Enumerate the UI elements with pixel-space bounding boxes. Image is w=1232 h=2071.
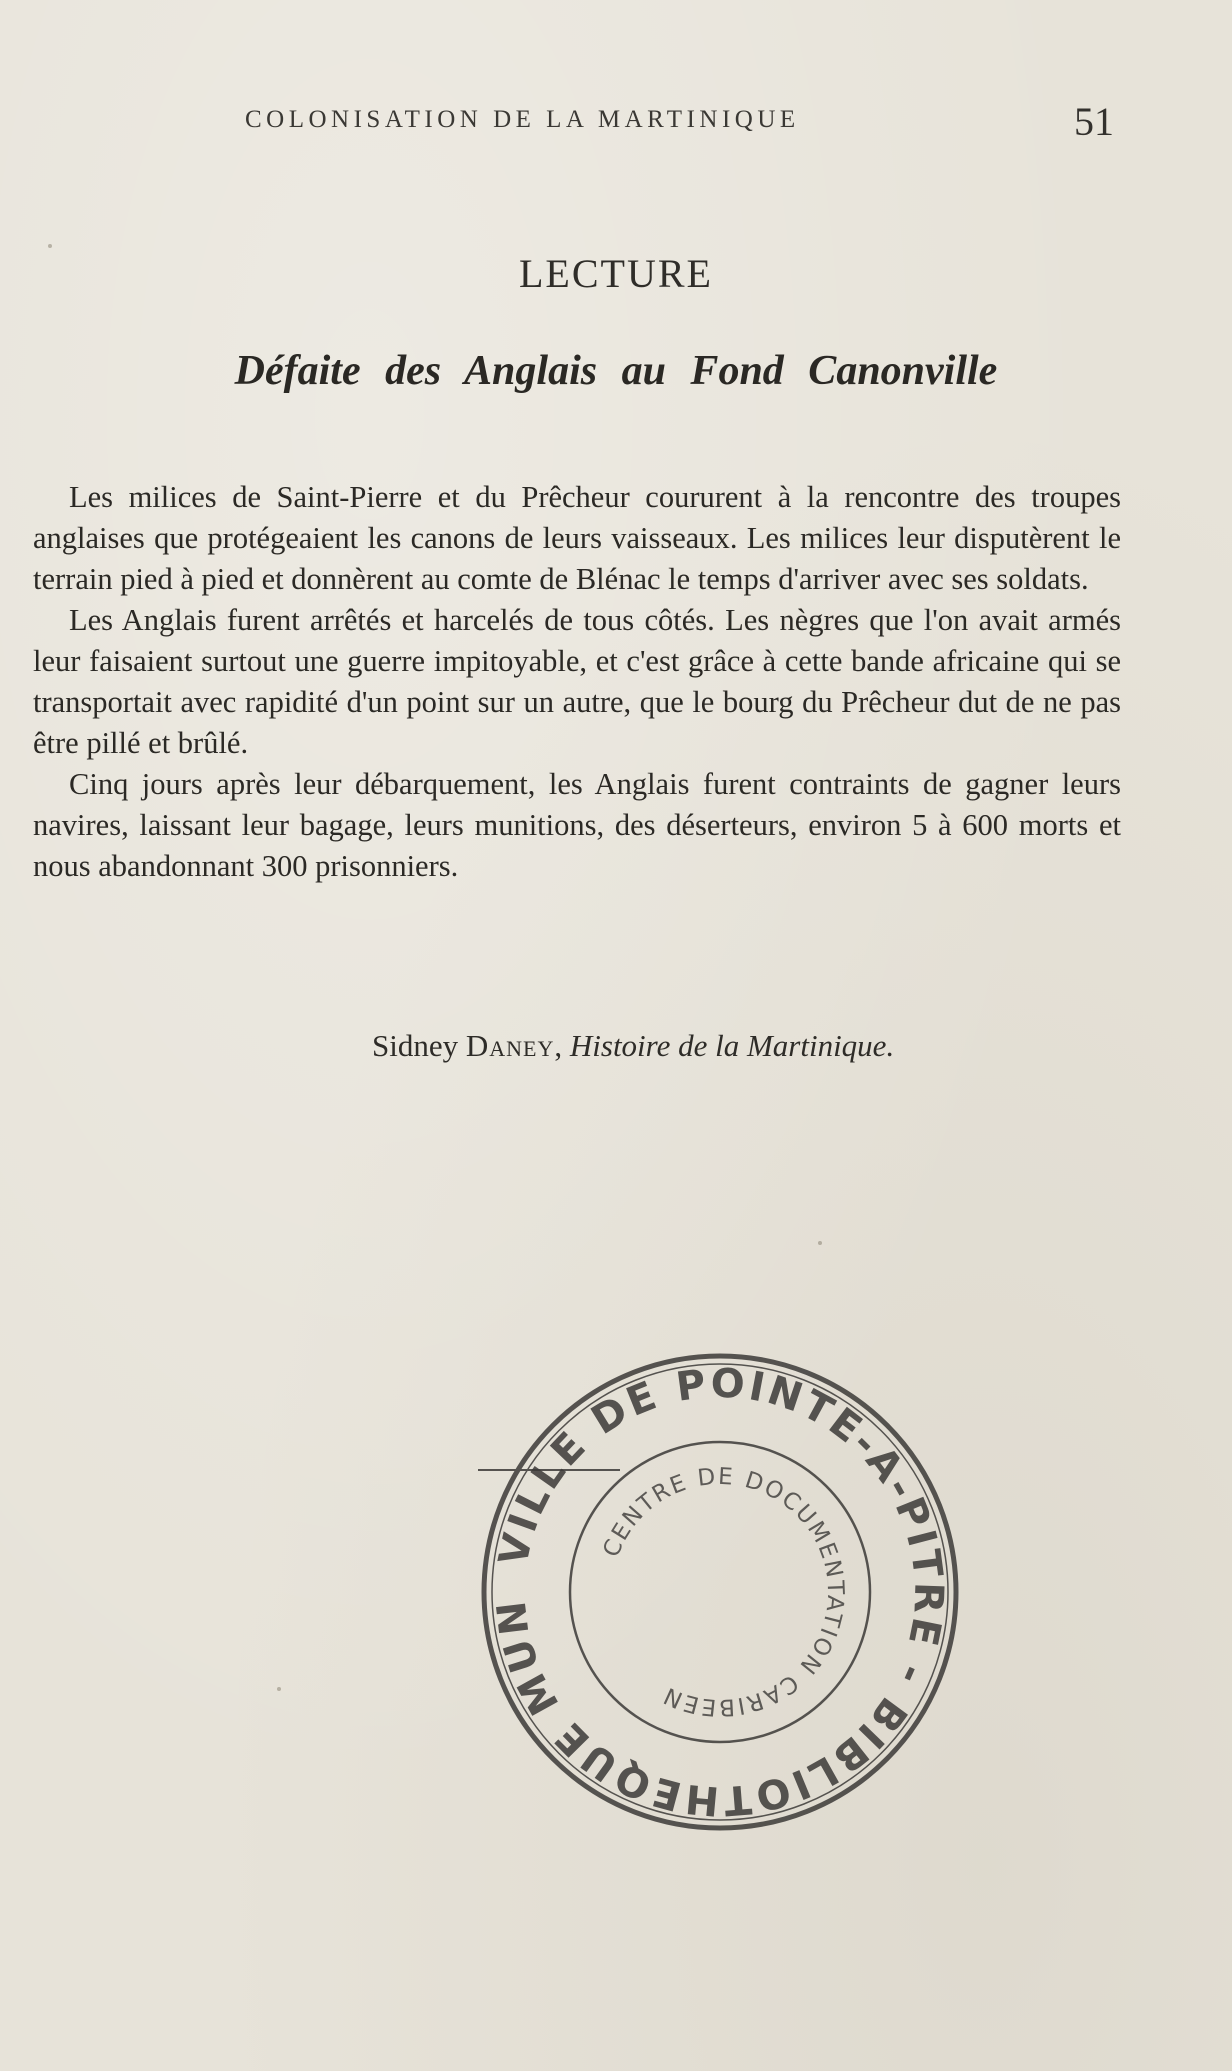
stamp-seal-icon	[470, 1342, 970, 1842]
running-header: COLONISATION DE LA MARTINIQUE	[245, 106, 800, 133]
citation-author-last: Daney	[465, 1028, 555, 1063]
paragraph-1: Les milices de Saint-Pierre et du Prêcheur coururent à la rencontre des troupes anglaises que protégeaient les canons de leurs vaisseaux. Les milices leur disputèrent le terrain pied à pied et donnèrent au comte de Blénac le temps d'arriver avec ses soldats.	[33, 480, 1121, 596]
paragraph-3: Cinq jours après leur débarquement, les Anglais furent contraints de gagner leurs navires, laissant leur bagage, leurs munitions, des déserteurs, environ 5 à 600 morts et nous abandonnant 300 prisonniers.	[33, 767, 1121, 883]
paper-speck	[818, 1241, 822, 1245]
section-title: LECTURE	[519, 251, 713, 296]
paper-speck	[48, 244, 52, 248]
library-stamp	[470, 1342, 970, 1842]
paragraph-2: Les Anglais furent arrêtés et harcelés de tous côtés. Les nègres que l'on avait armés leur faisaient surtout une guerre impitoyable, et c'est grâce à cette bande africaine qui se transportait avec rapidité d'un point sur un autre, que le bourg du Prêcheur dut de ne pas être pillé et brûlé.	[33, 603, 1121, 760]
reading-title: Défaite des Anglais au Fond Canonville	[234, 348, 998, 394]
citation-author-first: Sidney	[372, 1028, 459, 1063]
paper-speck	[277, 1687, 281, 1691]
body-text	[33, 477, 1121, 887]
citation-separator: ,	[554, 1028, 563, 1063]
svg-text:CENTRE DE DOCUMENTATION CARIBE: CENTRE DE DOCUMENTATION CARIBEEN	[598, 1463, 849, 1721]
page-number: 51	[1074, 99, 1114, 144]
citation	[372, 1028, 894, 1064]
svg-text:VILLE DE POINTE-A-PITRE - BIBL: VILLE DE POINTE-A-PITRE - BIBLIOTHEQUE MUN	[488, 1360, 952, 1824]
citation-work: Histoire de la Martinique.	[569, 1028, 895, 1063]
